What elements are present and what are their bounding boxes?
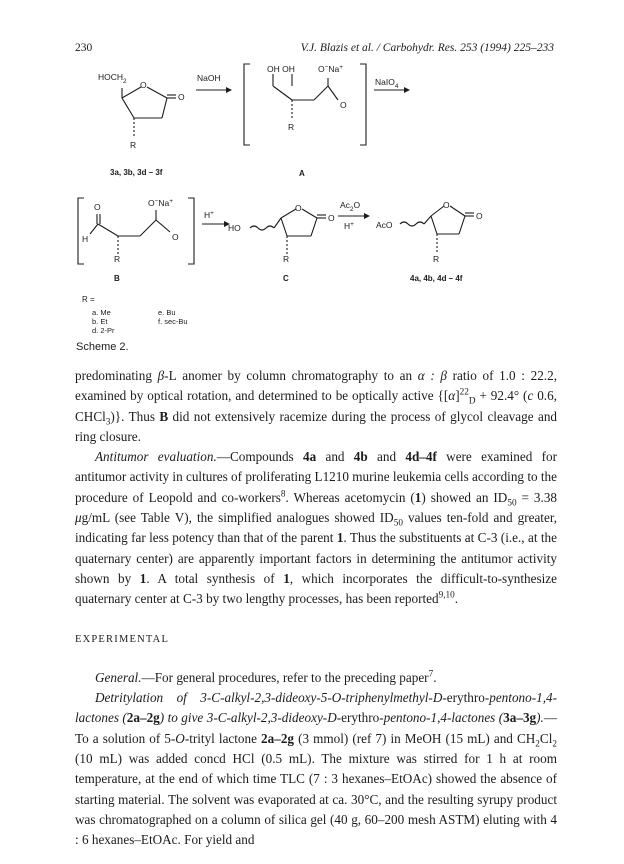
- compound-b-label: B: [114, 274, 120, 283]
- paragraph-general: General.—For general procedures, refer to the preceding paper$^7$.: [95, 668, 437, 685]
- carbonyl-oxygen-a: O: [340, 100, 347, 110]
- carboxylate-label-b: O−Na+: [148, 198, 174, 208]
- arrow-1-head: [226, 87, 232, 93]
- running-head: V.J. Blazis et al. / Carbohydr. Res. 253 (1994) 225–233: [300, 42, 554, 54]
- r-key-a: a. Me: [92, 308, 111, 317]
- compound-c-structure: [250, 209, 326, 254]
- ring-oxygen-label: O: [140, 80, 147, 90]
- r-key-f: f. sec-Bu: [158, 317, 188, 326]
- r-group-label: R: [130, 140, 137, 150]
- r-group-c: R: [283, 254, 290, 264]
- compound-a-label: A: [299, 169, 305, 178]
- ring-oxygen-c: O: [295, 203, 302, 213]
- r-key-d: d. 2-Pr: [92, 326, 115, 335]
- aldehyde-h-b: H: [82, 234, 89, 244]
- r-key-e: e. Bu: [158, 308, 176, 317]
- acid-reagent-1: H+: [204, 210, 214, 220]
- article-body: [75, 366, 557, 851]
- hoch2-label: $HOCH_2$: [98, 72, 127, 85]
- carbonyl-oxygen-4: O: [476, 211, 483, 221]
- arrow-4-head: [364, 213, 370, 219]
- carboxylate-label-a: O−Na+: [318, 64, 344, 74]
- compound-4-structure: [400, 206, 474, 254]
- compound-c-label: C: [283, 274, 289, 283]
- section-heading-experimental: EXPERIMENTAL: [75, 633, 170, 645]
- carbonyl-oxygen-c: O: [328, 213, 335, 223]
- hydroxyl-label-c: HO: [228, 223, 241, 233]
- reaction-scheme: [70, 56, 570, 362]
- compound-3-structure: [122, 87, 176, 138]
- paragraph-anomer: predominating β-L anomer by column chromatography to an α : β ratio of 1.0 : 22.2, examined by optical rotation, and determined to be optically active {$[\alpha]^{22}_D + 92.4^\circ$ (c 0.6, CHCl$_3$)}. Thus B did not extensively racemize during the process of glycol cleavage and ring closure.: [75, 368, 558, 444]
- r-group-4: R: [433, 254, 440, 264]
- carbonyl-oxygen-b: O: [172, 232, 179, 242]
- scheme-caption: Scheme 2.: [76, 341, 129, 353]
- intermediate-a-structure: [244, 64, 366, 145]
- oh-oh-label: OH OH: [267, 64, 295, 74]
- compound-4-label: 4a, 4b, 4d – 4f: [410, 274, 463, 283]
- r-group-a: R: [288, 122, 295, 132]
- acid-reagent-2: H+: [344, 221, 354, 231]
- acetoxy-label-4: AcO: [376, 220, 393, 230]
- compound-3-label: 3a, 3b, 3d – 3f: [110, 168, 163, 177]
- r-key-head: R =: [82, 295, 95, 304]
- r-group-b: R: [114, 254, 121, 264]
- paragraph-detritylation: Detritylation of 3-C-alkyl-2,3-dideoxy-5-O-triphenylmethyl-D-erythro-pentono-1,4-lactones (2a–2g) to give 3-C-alkyl-2,3-dideoxy-D-erythro-pentono-1,4-lactones (3a–3g).—To a solution of 5-O-trityl lactone 2a–2g (3 mmol) (ref 7) in MeOH (15 mL) and $CH_2Cl_2$ (10 mL) was added concd HCl (0.5 mL). The mixture was stirred for 1 h at room temperature, at the end of which time TLC (7 : 3 hexanes–EtOAc) showed the absence of starting material. The solvent was evaporated at ca. 30°C, and the resulting syrupy product was chromatographed on a column of silica gel (40 g, 60–200 mesh ASTM) eluting with 4 : 6 hexanes–EtOAc. For yield and: [75, 690, 558, 848]
- naio4-reagent: NaIO$_4$: [375, 77, 399, 90]
- aldehyde-oxygen-b: O: [94, 202, 101, 212]
- ring-oxygen-4: O: [443, 200, 450, 210]
- carbonyl-oxygen-label: O: [178, 92, 185, 102]
- r-key-b: b. Et: [92, 317, 108, 326]
- ac2o-reagent: $Ac_2O$: [340, 200, 361, 213]
- naoh-reagent: NaOH: [197, 73, 221, 83]
- arrow-2-head: [404, 87, 410, 93]
- page-number: 230: [75, 42, 93, 54]
- paragraph-antitumor: Antitumor evaluation.—Compounds 4a and 4b and 4d–4f were examined for antitumor activity in cultures of proliferating L1210 murine leukemia cells according to the procedure of Leopold and co-workers$^8$. Whereas acetomycin (1) showed an $ID_{50} = 3.38$ μg/mL (see Table V), the simplified analogues showed $ID_{50}$ values ten-fold and greater, indicating far less potency than that of the parent 1. Thus the substituents at C-3 (i.e., at the quaternary center) are apparently important factors in determining the antitumor activity shown by 1. A total synthesis of 1, which incorporates the difficult-to-synthesize quaternary center at C-3 by two lengthy processes, has been reported$^{9,10}$.: [75, 449, 558, 607]
